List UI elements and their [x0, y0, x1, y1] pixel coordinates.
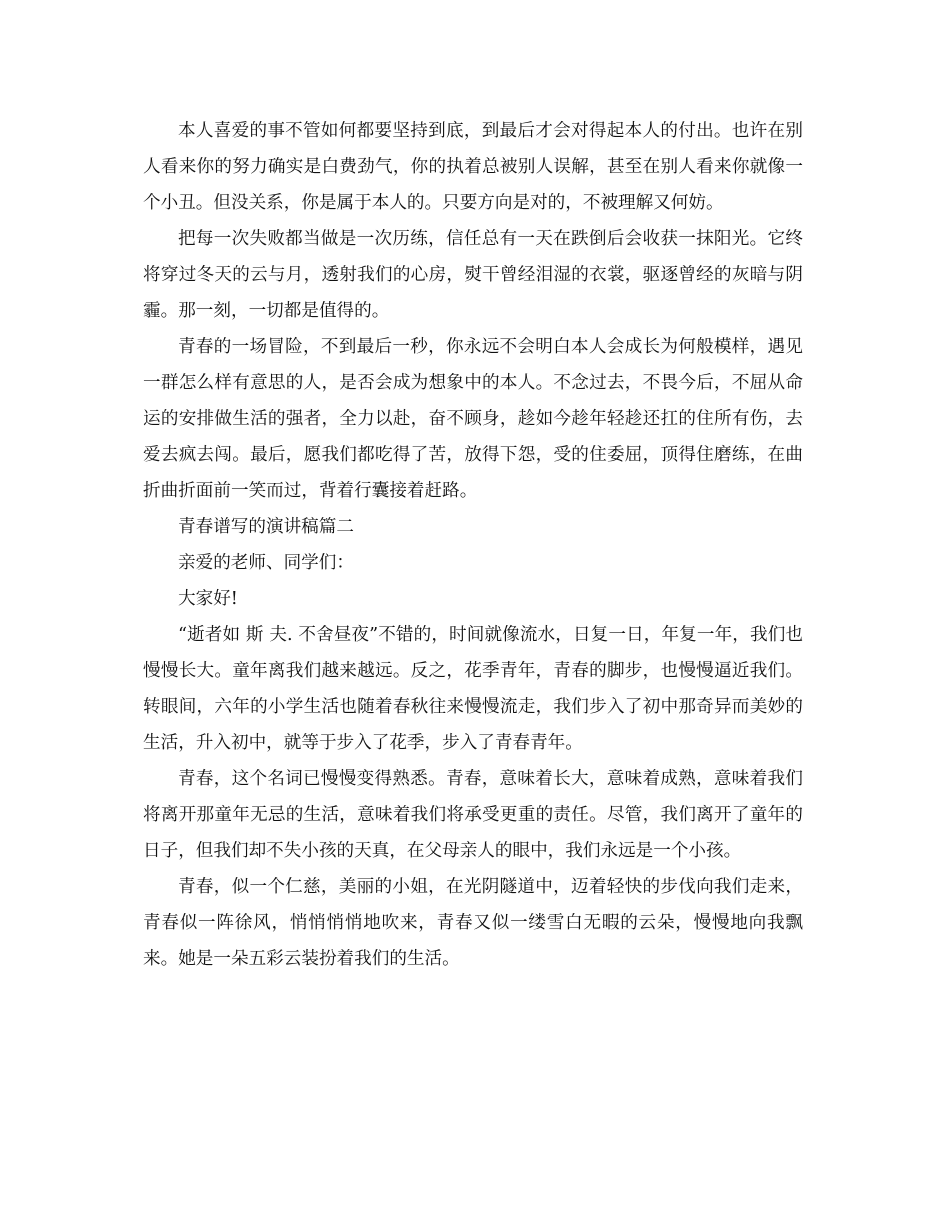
- salutation: 亲爱的老师、同学们：: [178, 553, 354, 573]
- paragraph: 把每一次失败都当做是一次历练，信任总有一天在跌倒后会收获一抹阳光。它终将穿过冬天的云与月，透射我们的心房，熨干曾经泪湿的衣裳，驱逐曾经的灰暗与阴霾。那一刻，一切都是值得的。: [143, 229, 803, 321]
- greeting: 大家好!: [178, 589, 238, 609]
- paragraph: “逝者如 斯 夫. 不舍昼夜”不错的，时间就像流水，日复一日，年复一年，我们也慢慢长大。童年离我们越来越远。反之，花季青年，青春的脚步，也慢慢逼近我们。转眼间，六年的小学生活也随着春秋往来慢慢流走，我们步入了初中那奇异而美妙的生活，升入初中，就等于步入了花季，步入了青春青年。: [143, 625, 803, 753]
- paragraph: 青春，这个名词已慢慢变得熟悉。青春，意味着长大，意味着成熟，意味着我们将离开那童年无忌的生活，意味着我们将承受更重的责任。尽管，我们离开了童年的日子，但我们却不失小孩的天真，在父母亲人的眼中，我们永远是一个小孩。: [143, 769, 803, 861]
- section-heading: 青春谱写的演讲稿篇二: [178, 517, 354, 537]
- paragraph: 青春的一场冒险，不到最后一秒，你永远不会明白本人会成长为何般模样，遇见一群怎么样有意思的人，是否会成为想象中的本人。不念过去，不畏今后，不屈从命运的安排做生活的强者，全力以赴，奋不顾身，趁如今趁年轻趁还扛的住所有伤，去爱去疯去闯。最后，愿我们都吃得了苦，放得下怨，受的住委屈，顶得住磨练，在曲折曲折面前一笑而过，背着行囊接着赶路。: [143, 337, 803, 501]
- paragraph: 本人喜爱的事不管如何都要坚持到底，到最后才会对得起本人的付出。也许在别人看来你的努力确实是白费劲气，你的执着总被别人误解，甚至在别人看来你就像一个小丑。但没关系，你是属于本人的。只要方向是对的，不被理解又何妨。: [143, 121, 803, 213]
- paragraph: 青春，似一个仁慈，美丽的小姐，在光阴隧道中，迈着轻快的步伐向我们走来，青春似一阵徐风，悄悄悄悄地吹来，青春又似一缕雪白无暇的云朵，慢慢地向我飘来。她是一朵五彩云装扮着我们的生活。: [143, 877, 803, 969]
- document-body: [143, 113, 803, 977]
